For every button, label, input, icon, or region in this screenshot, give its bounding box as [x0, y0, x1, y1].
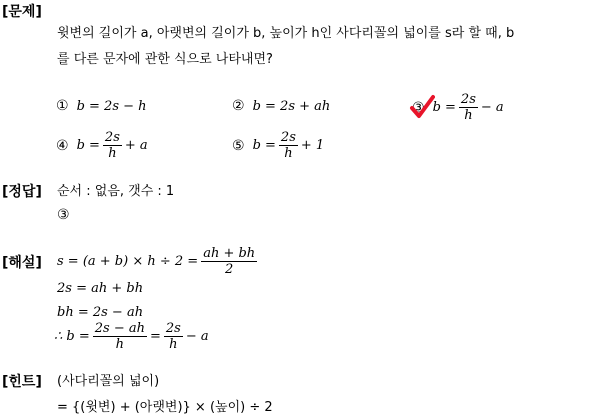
problem-label: [문제]	[2, 4, 42, 20]
option-2[interactable]	[232, 98, 330, 114]
option-4-fraction	[103, 130, 122, 161]
option-5-fraction-numerator: 2s	[280, 130, 296, 145]
explanation-line-4-rhs: − a	[185, 329, 209, 344]
explanation-line-4-denominator-2: h	[169, 337, 178, 352]
explanation-line-3	[57, 305, 143, 320]
option-4[interactable]	[56, 130, 148, 161]
option-4-rhs: + a	[124, 138, 148, 153]
option-3-fraction-numerator: 2s	[460, 92, 476, 107]
explanation-line-4-prefix: ∴ b =	[54, 329, 90, 344]
option-5[interactable]	[232, 130, 324, 161]
problem-text-line2: 를 다른 문자에 관한 식으로 나타내면?	[57, 52, 273, 67]
explanation-line-2-text: 2s = ah + bh	[57, 281, 144, 296]
option-4-number: ④	[56, 137, 69, 154]
hint-label: [힌트]	[2, 374, 42, 390]
explanation-line-4-fraction-2	[164, 321, 183, 352]
answer-label: [정답]	[2, 184, 42, 200]
explanation-line-3-text: bh = 2s − ah	[57, 305, 144, 320]
check-mark-icon	[409, 94, 435, 120]
explanation-line-1	[57, 246, 260, 277]
problem-text-line1: 윗변의 길이가 a, 아랫변의 길이가 b, 높이가 h인 사다리꼴의 넓이를 s라 할 때, b	[57, 26, 515, 41]
option-3-lhs: b =	[432, 100, 456, 115]
hint-line-1: (사다리꼴의 넓이)	[57, 374, 160, 389]
explanation-line-4	[54, 321, 209, 352]
explanation-line-4-numerator-2: 2s	[165, 321, 181, 336]
hint-line-2: = {(윗변) + (아랫변)} × (높이) ÷ 2	[57, 400, 273, 415]
explanation-line-4-fraction-1	[93, 321, 147, 352]
option-5-number: ⑤	[232, 137, 245, 154]
explanation-line-4-numerator-1: 2s − ah	[94, 321, 145, 336]
option-5-fraction-denominator: h	[284, 146, 293, 161]
option-4-fraction-numerator: 2s	[104, 130, 120, 145]
option-1-expression: b = 2s − h	[76, 98, 147, 114]
option-3-number: ③	[412, 99, 425, 116]
explanation-line-1-denominator: 2	[225, 262, 234, 277]
option-2-number: ②	[232, 98, 245, 114]
explanation-label: [해설]	[2, 255, 42, 271]
option-5-fraction	[279, 130, 298, 161]
explanation-line-1-fraction	[201, 246, 257, 277]
option-5-lhs: b =	[252, 138, 276, 153]
option-3-rhs: − a	[480, 100, 504, 115]
explanation-line-4-denominator-1: h	[115, 337, 125, 352]
option-2-expression: b = 2s + ah	[252, 98, 331, 114]
answer-value: ③	[57, 207, 70, 223]
option-3-fraction-denominator: h	[464, 108, 473, 123]
option-1[interactable]	[56, 98, 147, 114]
answer-order-count: 순서 : 없음, 갯수 : 1	[57, 184, 175, 199]
explanation-line-1-numerator: ah + bh	[203, 246, 256, 261]
explanation-line-1-lhs: s = (a + b) × h ÷ 2 =	[57, 254, 199, 269]
explanation-line-4-equals: =	[149, 329, 161, 344]
option-3-fraction	[459, 92, 478, 123]
option-1-number: ①	[56, 98, 69, 114]
option-4-fraction-denominator: h	[108, 146, 117, 161]
explanation-line-2	[57, 281, 143, 296]
option-5-rhs: + 1	[300, 138, 325, 153]
option-4-lhs: b =	[76, 138, 100, 153]
